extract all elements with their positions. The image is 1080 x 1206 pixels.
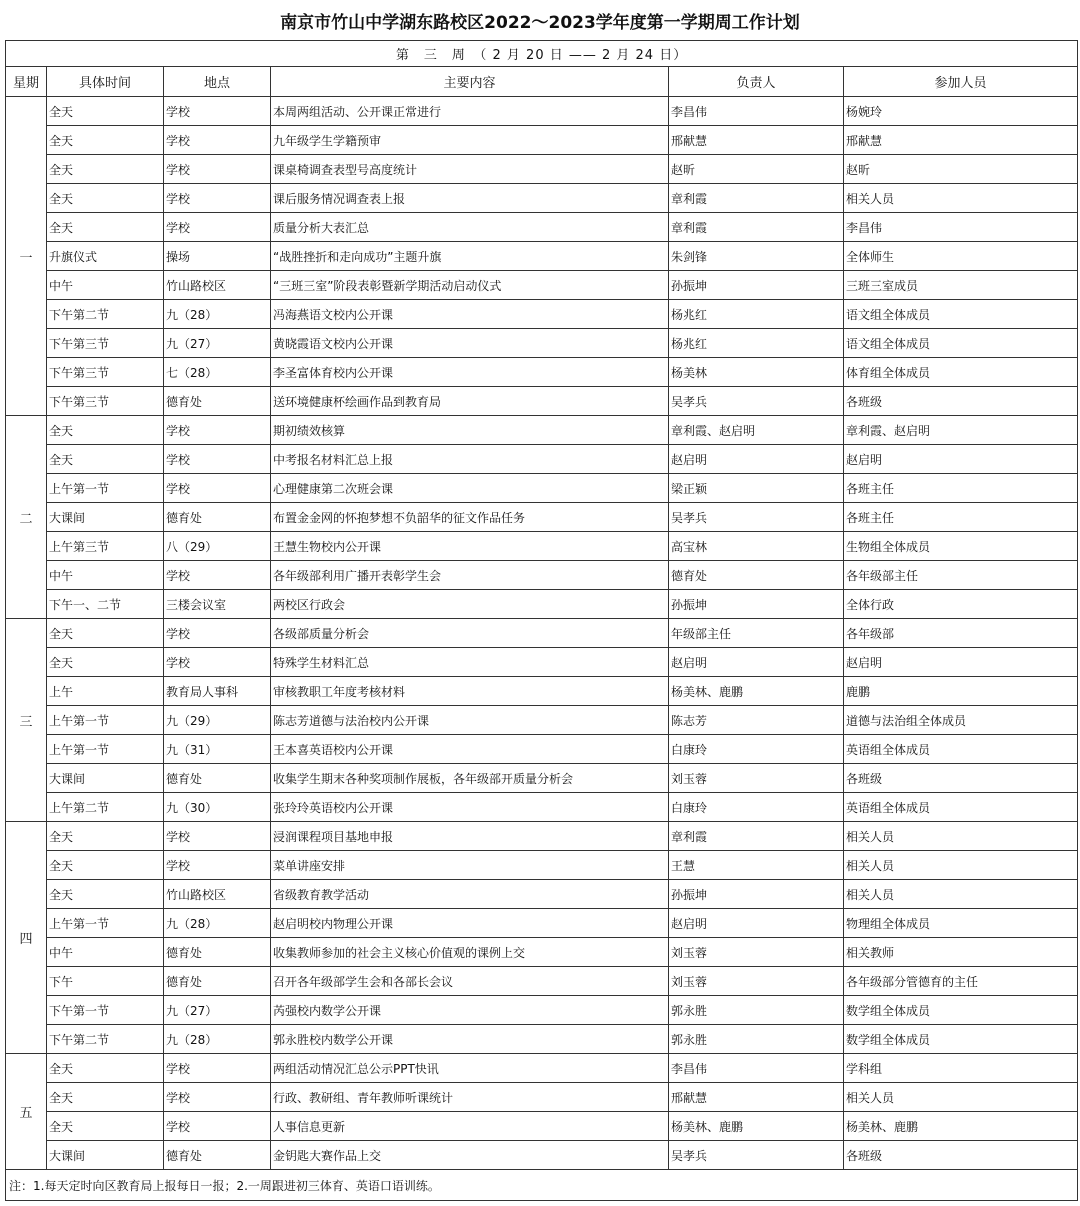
- cell-responsible: 白康玲: [669, 793, 844, 822]
- cell-location: 九（29）: [164, 706, 271, 735]
- cell-content: 郭永胜校内数学公开课: [271, 1025, 669, 1054]
- cell-responsible: 吴孝兵: [669, 387, 844, 416]
- cell-participants: 英语组全体成员: [844, 735, 1078, 764]
- cell-time: 上午第一节: [47, 909, 164, 938]
- cell-time: 全天: [47, 880, 164, 909]
- cell-participants: 学科组: [844, 1054, 1078, 1083]
- cell-participants: 语文组全体成员: [844, 300, 1078, 329]
- cell-location: 德育处: [164, 387, 271, 416]
- cell-participants: 体育组全体成员: [844, 358, 1078, 387]
- cell-location: 学校: [164, 822, 271, 851]
- cell-participants: 邢献慧: [844, 126, 1078, 155]
- table-row: [6, 735, 1078, 764]
- cell-content: 本周两组活动、公开课正常进行: [271, 97, 669, 126]
- table-row: [6, 271, 1078, 300]
- table-row: [6, 909, 1078, 938]
- cell-responsible: 章利霞、赵启明: [669, 416, 844, 445]
- cell-responsible: 王慧: [669, 851, 844, 880]
- cell-participants: 各年级部主任: [844, 561, 1078, 590]
- cell-location: 竹山路校区: [164, 271, 271, 300]
- note-row: [6, 1170, 1078, 1201]
- cell-content: 冯海燕语文校内公开课: [271, 300, 669, 329]
- cell-content: 赵启明校内物理公开课: [271, 909, 669, 938]
- cell-location: 九（28）: [164, 1025, 271, 1054]
- cell-time: 下午第一节: [47, 996, 164, 1025]
- cell-time: 下午第二节: [47, 1025, 164, 1054]
- cell-content: 审核教职工年度考核材料: [271, 677, 669, 706]
- header-row: [6, 67, 1078, 97]
- table-row: [6, 1141, 1078, 1170]
- cell-time: 上午第三节: [47, 532, 164, 561]
- week-range: 第 三 周 （ 2 月 20 日 —— 2 月 24 日）: [6, 41, 1078, 67]
- cell-participants: 各年级部: [844, 619, 1078, 648]
- cell-content: 特殊学生材料汇总: [271, 648, 669, 677]
- cell-responsible: 德育处: [669, 561, 844, 590]
- cell-responsible: 刘玉蓉: [669, 764, 844, 793]
- cell-content: 黄晓霞语文校内公开课: [271, 329, 669, 358]
- cell-location: 八（29）: [164, 532, 271, 561]
- cell-time: 下午第三节: [47, 387, 164, 416]
- cell-responsible: 吴孝兵: [669, 1141, 844, 1170]
- cell-location: 德育处: [164, 1141, 271, 1170]
- cell-content: 各级部质量分析会: [271, 619, 669, 648]
- header-location: 地点: [164, 67, 271, 97]
- cell-responsible: 年级部主任: [669, 619, 844, 648]
- table-row: [6, 677, 1078, 706]
- cell-location: 九（30）: [164, 793, 271, 822]
- cell-content: 陈志芳道德与法治校内公开课: [271, 706, 669, 735]
- header-weekday: 星期: [6, 67, 47, 97]
- weekday-cell: 一: [6, 97, 47, 416]
- cell-location: 学校: [164, 97, 271, 126]
- cell-time: 全天: [47, 184, 164, 213]
- weekday-cell: 四: [6, 822, 47, 1054]
- cell-participants: 章利霞、赵启明: [844, 416, 1078, 445]
- cell-location: 学校: [164, 851, 271, 880]
- cell-time: 全天: [47, 1112, 164, 1141]
- cell-responsible: 高宝林: [669, 532, 844, 561]
- cell-content: 各年级部利用广播开表彰学生会: [271, 561, 669, 590]
- table-row: [6, 880, 1078, 909]
- cell-participants: 英语组全体成员: [844, 793, 1078, 822]
- weekly-plan-table: [5, 40, 1078, 1201]
- cell-time: 中午: [47, 938, 164, 967]
- table-row: [6, 1054, 1078, 1083]
- cell-location: 三楼会议室: [164, 590, 271, 619]
- cell-responsible: 赵昕: [669, 155, 844, 184]
- cell-participants: 全体行政: [844, 590, 1078, 619]
- table-row: [6, 851, 1078, 880]
- table-row: [6, 764, 1078, 793]
- table-row: [6, 387, 1078, 416]
- cell-content: 收集学生期末各种奖项制作展板，各年级部开质量分析会: [271, 764, 669, 793]
- cell-responsible: 李昌伟: [669, 97, 844, 126]
- cell-responsible: 陈志芳: [669, 706, 844, 735]
- cell-participants: 全体师生: [844, 242, 1078, 271]
- table-row: [6, 184, 1078, 213]
- header-participants: 参加人员: [844, 67, 1078, 97]
- cell-responsible: 郭永胜: [669, 1025, 844, 1054]
- table-row: [6, 358, 1078, 387]
- cell-content: 期初绩效核算: [271, 416, 669, 445]
- table-row: [6, 706, 1078, 735]
- cell-content: 省级教育教学活动: [271, 880, 669, 909]
- cell-time: 大课间: [47, 764, 164, 793]
- cell-time: 全天: [47, 416, 164, 445]
- table-row: [6, 648, 1078, 677]
- cell-participants: 相关教师: [844, 938, 1078, 967]
- table-row: [6, 155, 1078, 184]
- cell-participants: 相关人员: [844, 822, 1078, 851]
- cell-participants: 数学组全体成员: [844, 996, 1078, 1025]
- week-range-row: [6, 41, 1078, 67]
- cell-responsible: 赵启明: [669, 909, 844, 938]
- cell-location: 九（28）: [164, 300, 271, 329]
- cell-location: 学校: [164, 416, 271, 445]
- weekday-cell: 三: [6, 619, 47, 822]
- header-responsible: 负责人: [669, 67, 844, 97]
- cell-content: 两校区行政会: [271, 590, 669, 619]
- table-row: [6, 474, 1078, 503]
- cell-time: 下午第三节: [47, 358, 164, 387]
- cell-responsible: 杨美林、鹿鹏: [669, 1112, 844, 1141]
- cell-time: 全天: [47, 1083, 164, 1112]
- table-row: [6, 213, 1078, 242]
- table-row: [6, 590, 1078, 619]
- header-time: 具体时间: [47, 67, 164, 97]
- cell-content: 布置金金网的怀抱梦想不负韶华的征文作品任务: [271, 503, 669, 532]
- cell-location: 九（28）: [164, 909, 271, 938]
- cell-time: 上午第一节: [47, 735, 164, 764]
- table-row: [6, 416, 1078, 445]
- cell-location: 学校: [164, 619, 271, 648]
- cell-time: 全天: [47, 1054, 164, 1083]
- cell-responsible: 刘玉蓉: [669, 938, 844, 967]
- cell-responsible: 孙振坤: [669, 590, 844, 619]
- cell-responsible: 邢献慧: [669, 1083, 844, 1112]
- cell-participants: 杨美林、鹿鹏: [844, 1112, 1078, 1141]
- cell-content: 送环境健康杯绘画作品到教育局: [271, 387, 669, 416]
- cell-time: 中午: [47, 561, 164, 590]
- table-row: [6, 503, 1078, 532]
- table-row: [6, 97, 1078, 126]
- cell-location: 德育处: [164, 503, 271, 532]
- cell-time: 全天: [47, 97, 164, 126]
- cell-participants: 李昌伟: [844, 213, 1078, 242]
- table-row: [6, 793, 1078, 822]
- page-title: 南京市竹山中学湖东路校区2022～2023学年度第一学期周工作计划: [280, 12, 800, 33]
- table-row: [6, 822, 1078, 851]
- cell-location: 学校: [164, 126, 271, 155]
- cell-location: 德育处: [164, 938, 271, 967]
- cell-content: 王慧生物校内公开课: [271, 532, 669, 561]
- cell-content: 召开各年级部学生会和各部长会议: [271, 967, 669, 996]
- cell-responsible: 刘玉蓉: [669, 967, 844, 996]
- cell-participants: 相关人员: [844, 851, 1078, 880]
- header-content: 主要内容: [271, 67, 669, 97]
- cell-location: 学校: [164, 1083, 271, 1112]
- weekday-cell: 二: [6, 416, 47, 619]
- cell-time: 全天: [47, 648, 164, 677]
- table-row: [6, 300, 1078, 329]
- table-row: [6, 967, 1078, 996]
- cell-responsible: 吴孝兵: [669, 503, 844, 532]
- cell-content: “战胜挫折和走向成功”主题升旗: [271, 242, 669, 271]
- cell-content: 收集教师参加的社会主义核心价值观的课例上交: [271, 938, 669, 967]
- cell-content: 两组活动情况汇总公示PPT快讯: [271, 1054, 669, 1083]
- cell-responsible: 白康玲: [669, 735, 844, 764]
- cell-participants: 三班三室成员: [844, 271, 1078, 300]
- cell-responsible: 李昌伟: [669, 1054, 844, 1083]
- table-row: [6, 329, 1078, 358]
- cell-responsible: 朱剑锋: [669, 242, 844, 271]
- table-row: [6, 1025, 1078, 1054]
- cell-content: 课桌椅调查表型号高度统计: [271, 155, 669, 184]
- cell-content: 心理健康第二次班会课: [271, 474, 669, 503]
- cell-content: 张玲玲英语校内公开课: [271, 793, 669, 822]
- cell-location: 学校: [164, 474, 271, 503]
- cell-location: 德育处: [164, 764, 271, 793]
- cell-responsible: 杨美林: [669, 358, 844, 387]
- cell-content: 菜单讲座安排: [271, 851, 669, 880]
- table-row: [6, 938, 1078, 967]
- cell-location: 学校: [164, 213, 271, 242]
- table-row: [6, 996, 1078, 1025]
- cell-location: 七（28）: [164, 358, 271, 387]
- cell-location: 教育局人事科: [164, 677, 271, 706]
- cell-time: 下午第三节: [47, 329, 164, 358]
- cell-participants: 杨婉玲: [844, 97, 1078, 126]
- cell-location: 学校: [164, 1112, 271, 1141]
- cell-location: 九（27）: [164, 996, 271, 1025]
- cell-responsible: 章利霞: [669, 184, 844, 213]
- table-row: [6, 619, 1078, 648]
- cell-location: 操场: [164, 242, 271, 271]
- cell-responsible: 章利霞: [669, 213, 844, 242]
- cell-time: 中午: [47, 271, 164, 300]
- cell-content: 质量分析大表汇总: [271, 213, 669, 242]
- cell-location: 学校: [164, 184, 271, 213]
- cell-participants: 各班级: [844, 764, 1078, 793]
- cell-participants: 相关人员: [844, 184, 1078, 213]
- cell-location: 学校: [164, 155, 271, 184]
- cell-participants: 各年级部分管德育的主任: [844, 967, 1078, 996]
- cell-responsible: 赵启明: [669, 648, 844, 677]
- cell-location: 学校: [164, 561, 271, 590]
- cell-content: “三班三室”阶段表彰暨新学期活动启动仪式: [271, 271, 669, 300]
- cell-content: 浸润课程项目基地申报: [271, 822, 669, 851]
- cell-content: 人事信息更新: [271, 1112, 669, 1141]
- cell-participants: 道德与法治组全体成员: [844, 706, 1078, 735]
- cell-responsible: 梁正颖: [669, 474, 844, 503]
- cell-time: 下午: [47, 967, 164, 996]
- cell-location: 学校: [164, 1054, 271, 1083]
- cell-participants: 各班级: [844, 387, 1078, 416]
- cell-time: 全天: [47, 619, 164, 648]
- cell-time: 上午第一节: [47, 474, 164, 503]
- cell-content: 行政、教研组、青年教师听课统计: [271, 1083, 669, 1112]
- cell-content: 金钥匙大赛作品上交: [271, 1141, 669, 1170]
- cell-content: 九年级学生学籍预审: [271, 126, 669, 155]
- cell-content: 芮强校内数学公开课: [271, 996, 669, 1025]
- cell-responsible: 郭永胜: [669, 996, 844, 1025]
- cell-participants: 相关人员: [844, 1083, 1078, 1112]
- cell-time: 全天: [47, 445, 164, 474]
- cell-participants: 生物组全体成员: [844, 532, 1078, 561]
- cell-participants: 相关人员: [844, 880, 1078, 909]
- cell-time: 升旗仪式: [47, 242, 164, 271]
- cell-location: 学校: [164, 445, 271, 474]
- cell-content: 中考报名材料汇总上报: [271, 445, 669, 474]
- cell-participants: 鹿鹏: [844, 677, 1078, 706]
- table-row: [6, 532, 1078, 561]
- cell-location: 九（31）: [164, 735, 271, 764]
- table-row: [6, 1112, 1078, 1141]
- cell-location: 学校: [164, 648, 271, 677]
- weekday-cell: 五: [6, 1054, 47, 1170]
- cell-time: 上午第一节: [47, 706, 164, 735]
- cell-responsible: 杨兆红: [669, 300, 844, 329]
- table-row: [6, 561, 1078, 590]
- cell-location: 九（27）: [164, 329, 271, 358]
- cell-responsible: 赵启明: [669, 445, 844, 474]
- cell-time: 全天: [47, 155, 164, 184]
- cell-responsible: 杨美林、鹿鹏: [669, 677, 844, 706]
- table-row: [6, 1083, 1078, 1112]
- cell-participants: 赵昕: [844, 155, 1078, 184]
- cell-time: 全天: [47, 213, 164, 242]
- cell-participants: 物理组全体成员: [844, 909, 1078, 938]
- footnote: 注：1.每天定时向区教育局上报每日一报；2.一周跟进初三体育、英语口语训练。: [6, 1170, 1078, 1201]
- table-row: [6, 126, 1078, 155]
- cell-responsible: 邢献慧: [669, 126, 844, 155]
- cell-time: 上午: [47, 677, 164, 706]
- cell-time: 下午一、二节: [47, 590, 164, 619]
- cell-content: 王本喜英语校内公开课: [271, 735, 669, 764]
- cell-location: 德育处: [164, 967, 271, 996]
- cell-content: 李圣富体育校内公开课: [271, 358, 669, 387]
- cell-participants: 各班主任: [844, 503, 1078, 532]
- cell-responsible: 章利霞: [669, 822, 844, 851]
- cell-participants: 赵启明: [844, 445, 1078, 474]
- cell-responsible: 孙振坤: [669, 271, 844, 300]
- cell-content: 课后服务情况调查表上报: [271, 184, 669, 213]
- cell-participants: 语文组全体成员: [844, 329, 1078, 358]
- cell-time: 上午第二节: [47, 793, 164, 822]
- cell-responsible: 杨兆红: [669, 329, 844, 358]
- cell-time: 大课间: [47, 1141, 164, 1170]
- cell-time: 全天: [47, 851, 164, 880]
- cell-time: 全天: [47, 126, 164, 155]
- cell-responsible: 孙振坤: [669, 880, 844, 909]
- cell-time: 全天: [47, 822, 164, 851]
- cell-participants: 各班级: [844, 1141, 1078, 1170]
- cell-time: 下午第二节: [47, 300, 164, 329]
- table-row: [6, 242, 1078, 271]
- cell-participants: 数学组全体成员: [844, 1025, 1078, 1054]
- table-row: [6, 445, 1078, 474]
- cell-location: 竹山路校区: [164, 880, 271, 909]
- cell-time: 大课间: [47, 503, 164, 532]
- cell-participants: 赵启明: [844, 648, 1078, 677]
- cell-participants: 各班主任: [844, 474, 1078, 503]
